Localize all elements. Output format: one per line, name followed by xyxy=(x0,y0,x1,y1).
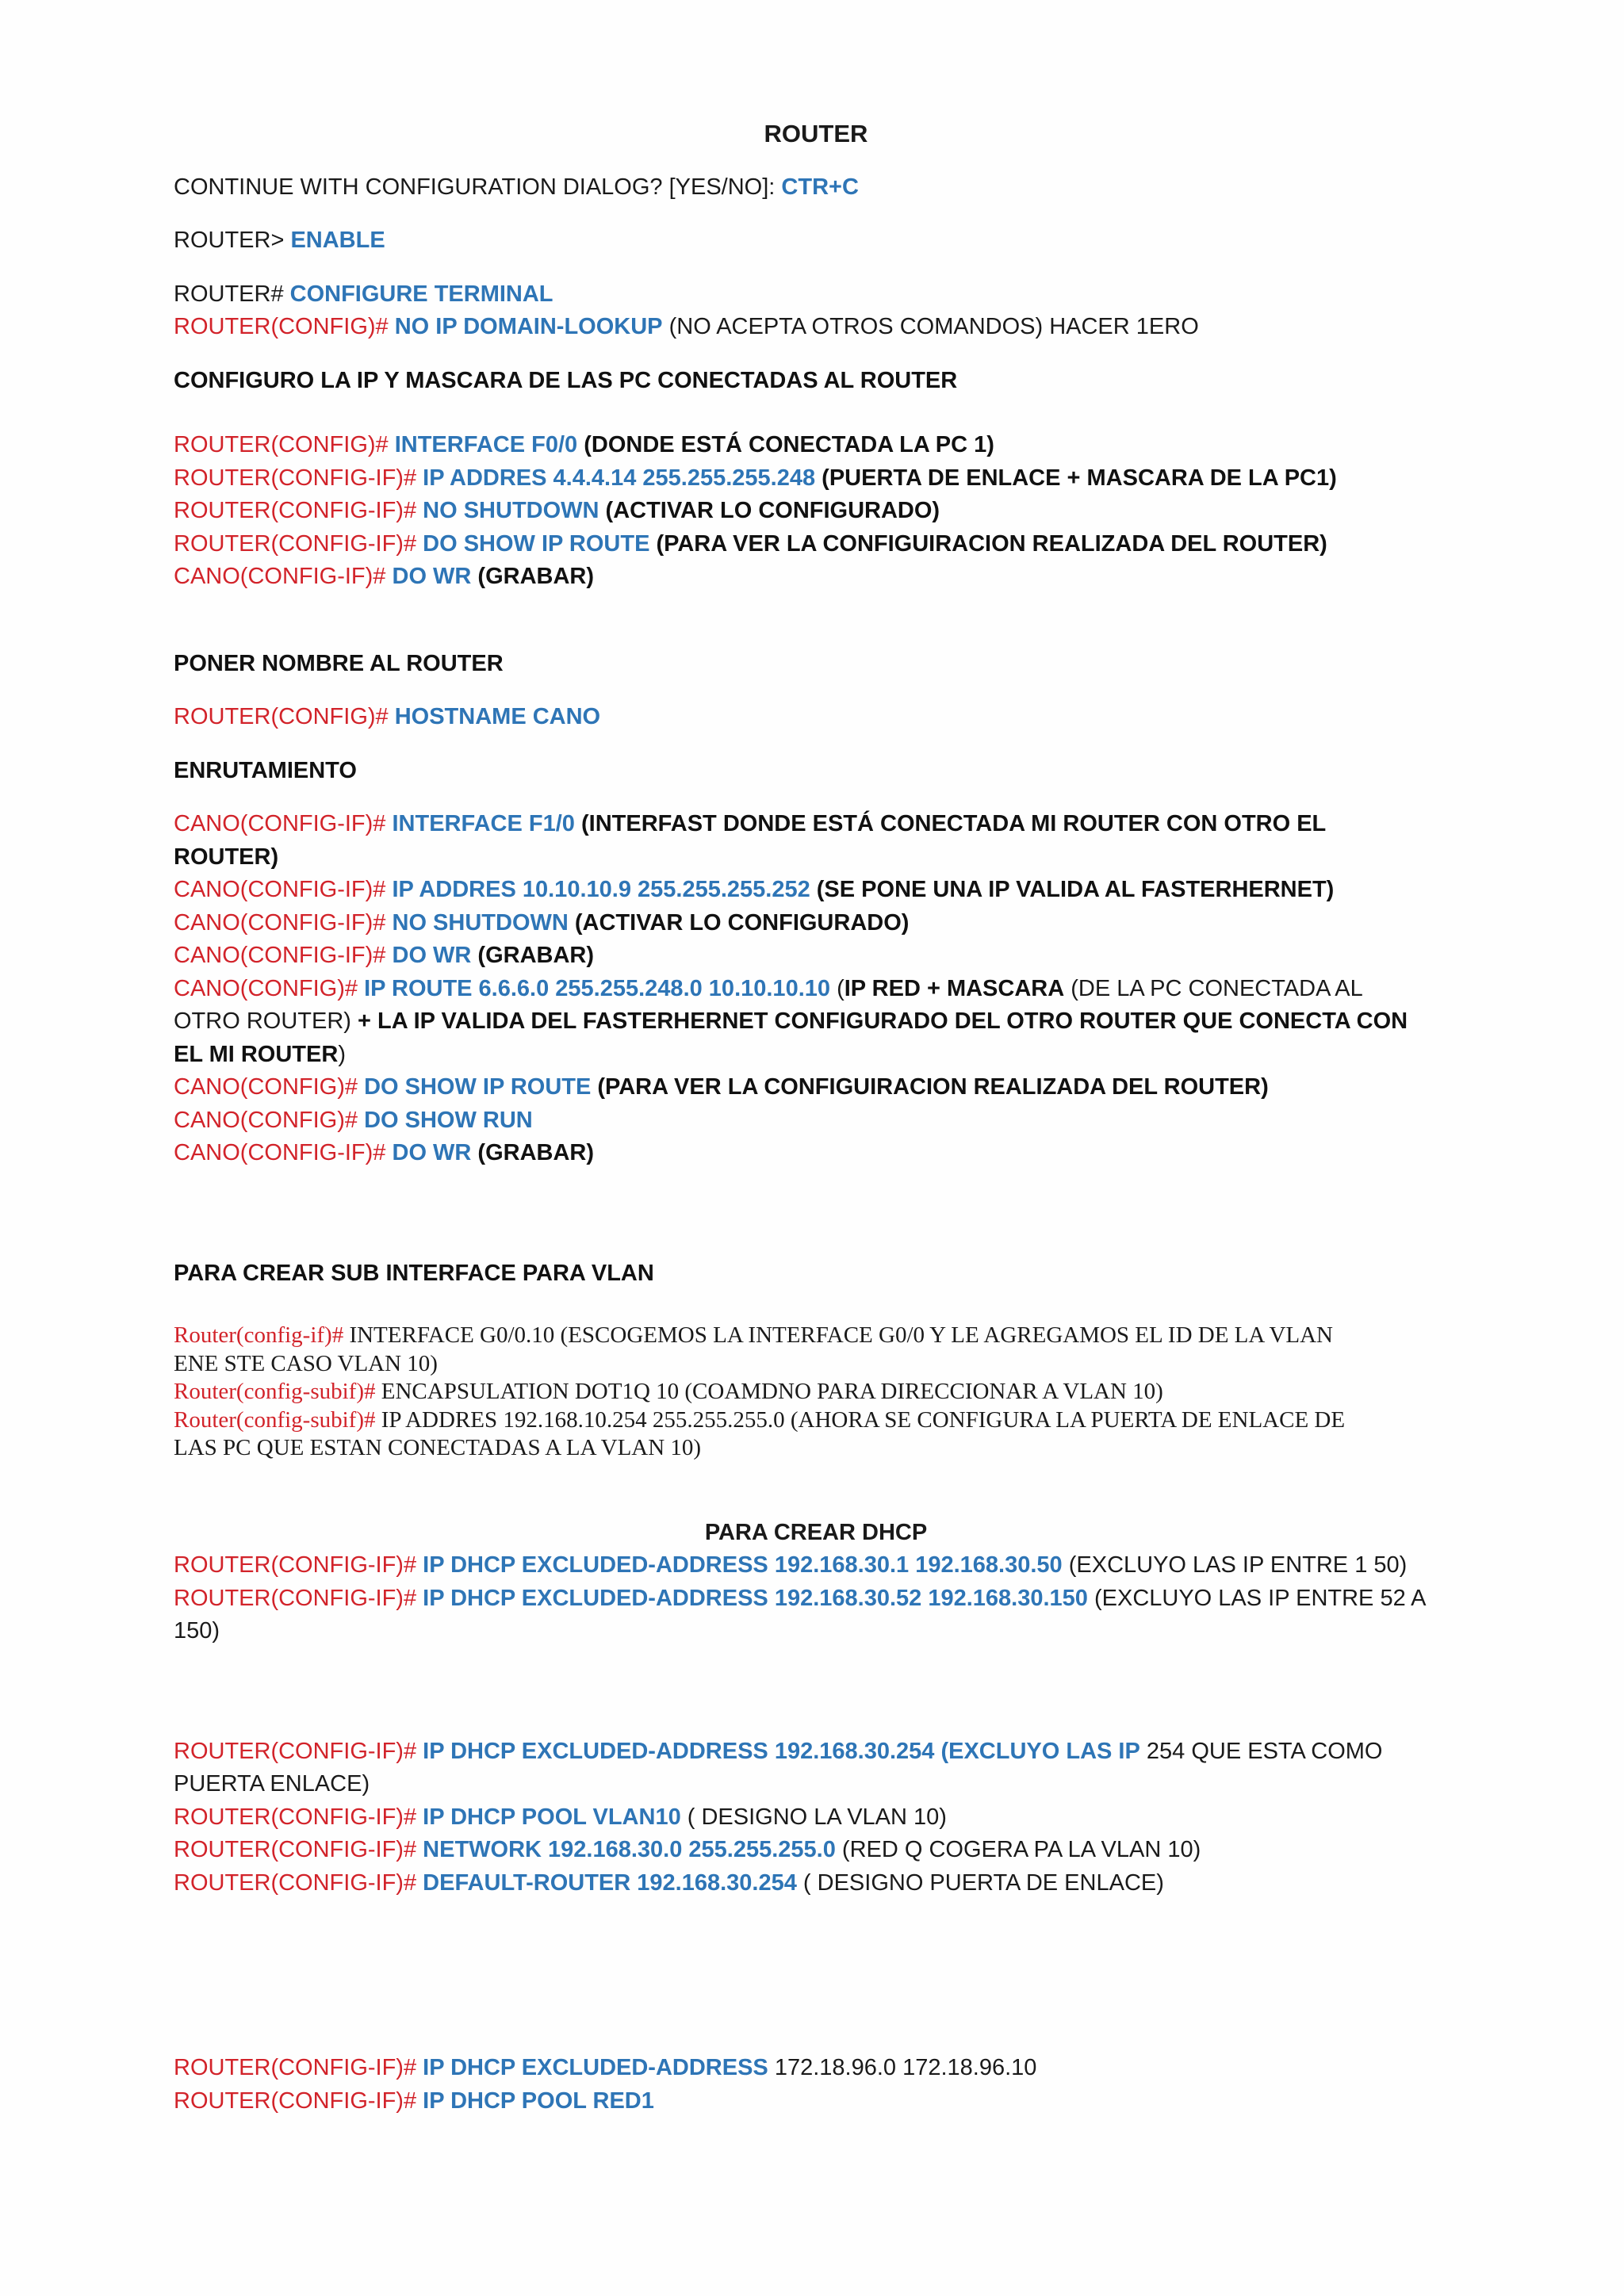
vlan-block xyxy=(174,1322,1458,1463)
route-note-2: (SE PONE UNA IP VALIDA AL FASTERHERNET) xyxy=(810,877,1335,902)
vlan-line-1 xyxy=(174,1322,1458,1350)
route-note-8: (GRABAR) xyxy=(471,1140,595,1165)
route-prompt-7: CANO(CONFIG)# xyxy=(174,1107,365,1133)
vlan-line-3 xyxy=(174,1406,1458,1435)
route-line-6 xyxy=(174,1071,1458,1104)
section-heading-vlan: PARA CREAR SUB INTERFACE PARA VLAN xyxy=(174,1260,654,1286)
ip-line-4 xyxy=(174,528,1458,561)
dhcp-note-1: (EXCLUYO LAS IP ENTRE 1 50) xyxy=(1062,1552,1408,1578)
red1-line-2 xyxy=(174,2085,1458,2118)
route-prompt-3: CANO(CONFIG-IF)# xyxy=(174,909,393,936)
route-note-1a: (INTERFAST DONDE ESTÁ CONECTADA MI ROUTER CON OTRO EL xyxy=(574,811,1327,836)
dhcp-line-2 xyxy=(174,1582,1458,1616)
dhcp-note-2b: 150) xyxy=(174,1618,220,1644)
ip-cmd-5: DO WR xyxy=(392,564,472,589)
dhcp-prompt-4: ROUTER(CONFIG-IF)# xyxy=(174,1804,423,1830)
nodomain-cmd: NO IP DOMAIN-LOOKUP xyxy=(394,314,663,339)
route-line-3 xyxy=(174,907,1458,940)
route-line-2 xyxy=(174,874,1458,907)
route-note-6: (PARA VER LA CONFIGUIRACION REALIZADA DEL ROUTER) xyxy=(591,1074,1269,1100)
vlan-prompt-2: Router(config-subif)# xyxy=(174,1379,381,1404)
route-line-1 xyxy=(174,808,1458,841)
route-note-5b: (DE LA PC CONECTADA AL xyxy=(1064,975,1363,1001)
dhcp-prompt-1: ROUTER(CONFIG-IF)# xyxy=(174,1552,423,1578)
route-note-5d: + LA IP VALIDA DEL FASTERHERNET CONFIGURADO DEL OTRO ROUTER QUE CONECTA CON xyxy=(350,1008,1408,1034)
red1-prompt-2: ROUTER(CONFIG-IF)# xyxy=(174,2087,423,2114)
route-cmd-5: IP ROUTE 6.6.6.0 255.255.248.0 10.10.10.10 xyxy=(364,975,831,1001)
dhcp-note-3b: PUERTA ENLACE) xyxy=(174,1771,370,1797)
page-title: ROUTER xyxy=(764,120,868,147)
vlan-text-2: ENCAPSULATION DOT1Q 10 (COAMDNO PARA DIRECCIONAR A VLAN 10) xyxy=(381,1379,1163,1404)
ip-prompt-3: ROUTER(CONFIG-IF)# xyxy=(174,498,423,523)
route-cmd-7: DO SHOW RUN xyxy=(364,1107,533,1133)
dialog-cmd: CTR+C xyxy=(781,174,859,200)
vlan-prompt-1: Router(config-if)# xyxy=(174,1322,350,1348)
enable-line xyxy=(174,224,1458,258)
dhcp-note-5: (RED Q COGERA PA LA VLAN 10) xyxy=(835,1837,1201,1862)
section-heading-route: ENRUTAMIENTO xyxy=(174,757,357,783)
ip-line-2 xyxy=(174,462,1458,496)
route-prompt-5: CANO(CONFIG)# xyxy=(174,975,365,1001)
dhcp-line-4 xyxy=(174,1801,1458,1835)
document-body xyxy=(174,117,1458,2118)
dialog-line xyxy=(174,171,1458,205)
name-line-1 xyxy=(174,701,1458,734)
ip-cmd-4: DO SHOW IP ROUTE xyxy=(423,530,650,557)
route-line-5 xyxy=(174,973,1458,1006)
dhcp-line-3 xyxy=(174,1735,1458,1769)
dhcp-line-6 xyxy=(174,1867,1458,1900)
nodomain-prompt: ROUTER(CONFIG)# xyxy=(174,314,395,339)
section-heading-ip: CONFIGURO LA IP Y MASCARA DE LAS PC CONECTADAS AL ROUTER xyxy=(174,367,958,393)
dhcp-note-4: ( DESIGNO LA VLAN 10) xyxy=(680,1804,947,1830)
red1-cmd-2: IP DHCP POOL RED1 xyxy=(423,2087,654,2114)
route-prompt-4: CANO(CONFIG-IF)# xyxy=(174,943,393,968)
route-note-1b: ROUTER) xyxy=(174,844,279,870)
ip-note-3: (ACTIVAR LO CONFIGURADO) xyxy=(599,498,940,523)
ip-prompt-4: ROUTER(CONFIG-IF)# xyxy=(174,530,423,557)
route-paren-open: ( xyxy=(830,975,845,1001)
route-line-5b xyxy=(174,1005,1458,1039)
vlan-line-3b xyxy=(174,1434,1458,1463)
route-prompt-1: CANO(CONFIG-IF)# xyxy=(174,811,393,836)
ip-cmd-3: NO SHUTDOWN xyxy=(423,498,599,523)
red1-cmd-1: IP DHCP EXCLUDED-ADDRESS xyxy=(423,2055,768,2080)
route-line-7 xyxy=(174,1104,1458,1138)
dhcp-prompt-2: ROUTER(CONFIG-IF)# xyxy=(174,1585,423,1611)
dhcp-line-2b xyxy=(174,1615,1458,1648)
ip-prompt-1: ROUTER(CONFIG)# xyxy=(174,432,395,457)
dhcp-prompt-3: ROUTER(CONFIG-IF)# xyxy=(174,1738,423,1764)
ip-prompt-2: ROUTER(CONFIG-IF)# xyxy=(174,465,423,491)
route-note-4: (GRABAR) xyxy=(471,943,595,968)
enable-prompt: ROUTER> xyxy=(174,228,291,253)
route-paren-close: ) xyxy=(338,1041,346,1067)
ip-note-5: (GRABAR) xyxy=(471,564,595,589)
route-line-4 xyxy=(174,939,1458,973)
ip-prompt-5: CANO(CONFIG-IF)# xyxy=(174,564,393,589)
dhcp-cmd-3: IP DHCP EXCLUDED-ADDRESS 192.168.30.254 (EXCLUYO LAS IP xyxy=(423,1738,1140,1764)
ip-note-2: (PUERTA DE ENLACE + MASCARA DE LA PC1) xyxy=(815,465,1337,491)
vlan-line-1b xyxy=(174,1350,1458,1379)
dhcp-note-2a: (EXCLUYO LAS IP ENTRE 52 A xyxy=(1087,1585,1427,1611)
ip-cmd-2: IP ADDRES 4.4.4.14 255.255.255.248 xyxy=(423,465,816,491)
dhcp-cmd-6: DEFAULT-ROUTER 192.168.30.254 xyxy=(423,1869,797,1896)
route-note-5e: EL MI ROUTER xyxy=(174,1041,339,1067)
name-cmd-1: HOSTNAME CANO xyxy=(394,704,601,729)
dhcp-cmd-4: IP DHCP POOL VLAN10 xyxy=(423,1804,681,1830)
dhcp-line-1 xyxy=(174,1549,1458,1582)
route-cmd-8: DO WR xyxy=(392,1140,472,1165)
route-cmd-4: DO WR xyxy=(392,943,472,968)
route-line-5c xyxy=(174,1039,1458,1072)
ip-line-3 xyxy=(174,495,1458,528)
dhcp-note-6: ( DESIGNO PUERTA DE ENLACE) xyxy=(796,1869,1164,1896)
route-prompt-2: CANO(CONFIG-IF)# xyxy=(174,877,393,902)
vlan-prompt-3: Router(config-subif)# xyxy=(174,1406,381,1433)
name-prompt-1: ROUTER(CONFIG)# xyxy=(174,704,395,729)
route-note-5c: OTRO ROUTER) xyxy=(174,1008,351,1034)
dhcp-cmd-2: IP DHCP EXCLUDED-ADDRESS 192.168.30.52 192.168.30.150 xyxy=(423,1585,1088,1611)
dhcp-cmd-1: IP DHCP EXCLUDED-ADDRESS 192.168.30.1 192.168.30.50 xyxy=(423,1552,1063,1578)
ip-note-4: (PARA VER LA CONFIGUIRACION REALIZADA DEL ROUTER) xyxy=(649,530,1327,557)
route-cmd-6: DO SHOW IP ROUTE xyxy=(364,1074,592,1100)
route-cmd-2: IP ADDRES 10.10.10.9 255.255.255.252 xyxy=(392,877,810,902)
nodomain-note: (NO ACEPTA OTROS COMANDOS) HACER 1ERO xyxy=(662,314,1199,339)
red1-prompt-1: ROUTER(CONFIG-IF)# xyxy=(174,2055,423,2080)
nodomain-line xyxy=(174,311,1458,344)
red1-line-1 xyxy=(174,2052,1458,2085)
dhcp-prompt-6: ROUTER(CONFIG-IF)# xyxy=(174,1869,423,1896)
route-cmd-3: NO SHUTDOWN xyxy=(392,909,569,936)
confterm-cmd: CONFIGURE TERMINAL xyxy=(289,281,553,307)
route-prompt-6: CANO(CONFIG)# xyxy=(174,1074,365,1100)
route-line-1b xyxy=(174,841,1458,874)
ip-cmd-1: INTERFACE F0/0 xyxy=(394,432,578,457)
dhcp-line-5 xyxy=(174,1834,1458,1867)
section-heading-dhcp: PARA CREAR DHCP xyxy=(704,1519,928,1545)
route-line-8 xyxy=(174,1137,1458,1170)
section-heading-name: PONER NOMBRE AL ROUTER xyxy=(174,650,504,676)
vlan-line-2 xyxy=(174,1378,1458,1406)
vlan-text-3a: IP ADDRES 192.168.10.254 255.255.255.0 (AHORA SE CONFIGURA LA PUERTA DE ENLACE DE xyxy=(381,1406,1346,1433)
dhcp-note-3a: 254 QUE ESTA COMO xyxy=(1139,1738,1383,1764)
red1-note-1: 172.18.96.0 172.18.96.10 xyxy=(768,2055,1037,2080)
confterm-line xyxy=(174,278,1458,312)
dhcp-cmd-5: NETWORK 192.168.30.0 255.255.255.0 xyxy=(423,1837,836,1862)
route-note-5a: IP RED + MASCARA xyxy=(844,975,1065,1001)
ip-line-1 xyxy=(174,429,1458,462)
route-note-3: (ACTIVAR LO CONFIGURADO) xyxy=(568,909,910,936)
vlan-text-1a: INTERFACE G0/0.10 (ESCOGEMOS LA INTERFACE G0/0 Y LE AGREGAMOS EL ID DE LA VLAN xyxy=(349,1322,1333,1348)
vlan-text-3b: LAS PC QUE ESTAN CONECTADAS A LA VLAN 10) xyxy=(174,1435,702,1460)
ip-note-1: (DONDE ESTÁ CONECTADA LA PC 1) xyxy=(577,432,994,457)
vlan-text-1b: ENE STE CASO VLAN 10) xyxy=(174,1350,438,1376)
route-prompt-8: CANO(CONFIG-IF)# xyxy=(174,1140,393,1165)
dhcp-line-3b xyxy=(174,1768,1458,1801)
enable-cmd: ENABLE xyxy=(290,228,385,253)
dialog-text: CONTINUE WITH CONFIGURATION DIALOG? [YES/NO]: xyxy=(174,174,782,200)
confterm-prompt: ROUTER# xyxy=(174,281,290,307)
ip-line-5 xyxy=(174,561,1458,594)
dhcp-prompt-5: ROUTER(CONFIG-IF)# xyxy=(174,1837,423,1862)
route-cmd-1: INTERFACE F1/0 xyxy=(392,811,575,836)
